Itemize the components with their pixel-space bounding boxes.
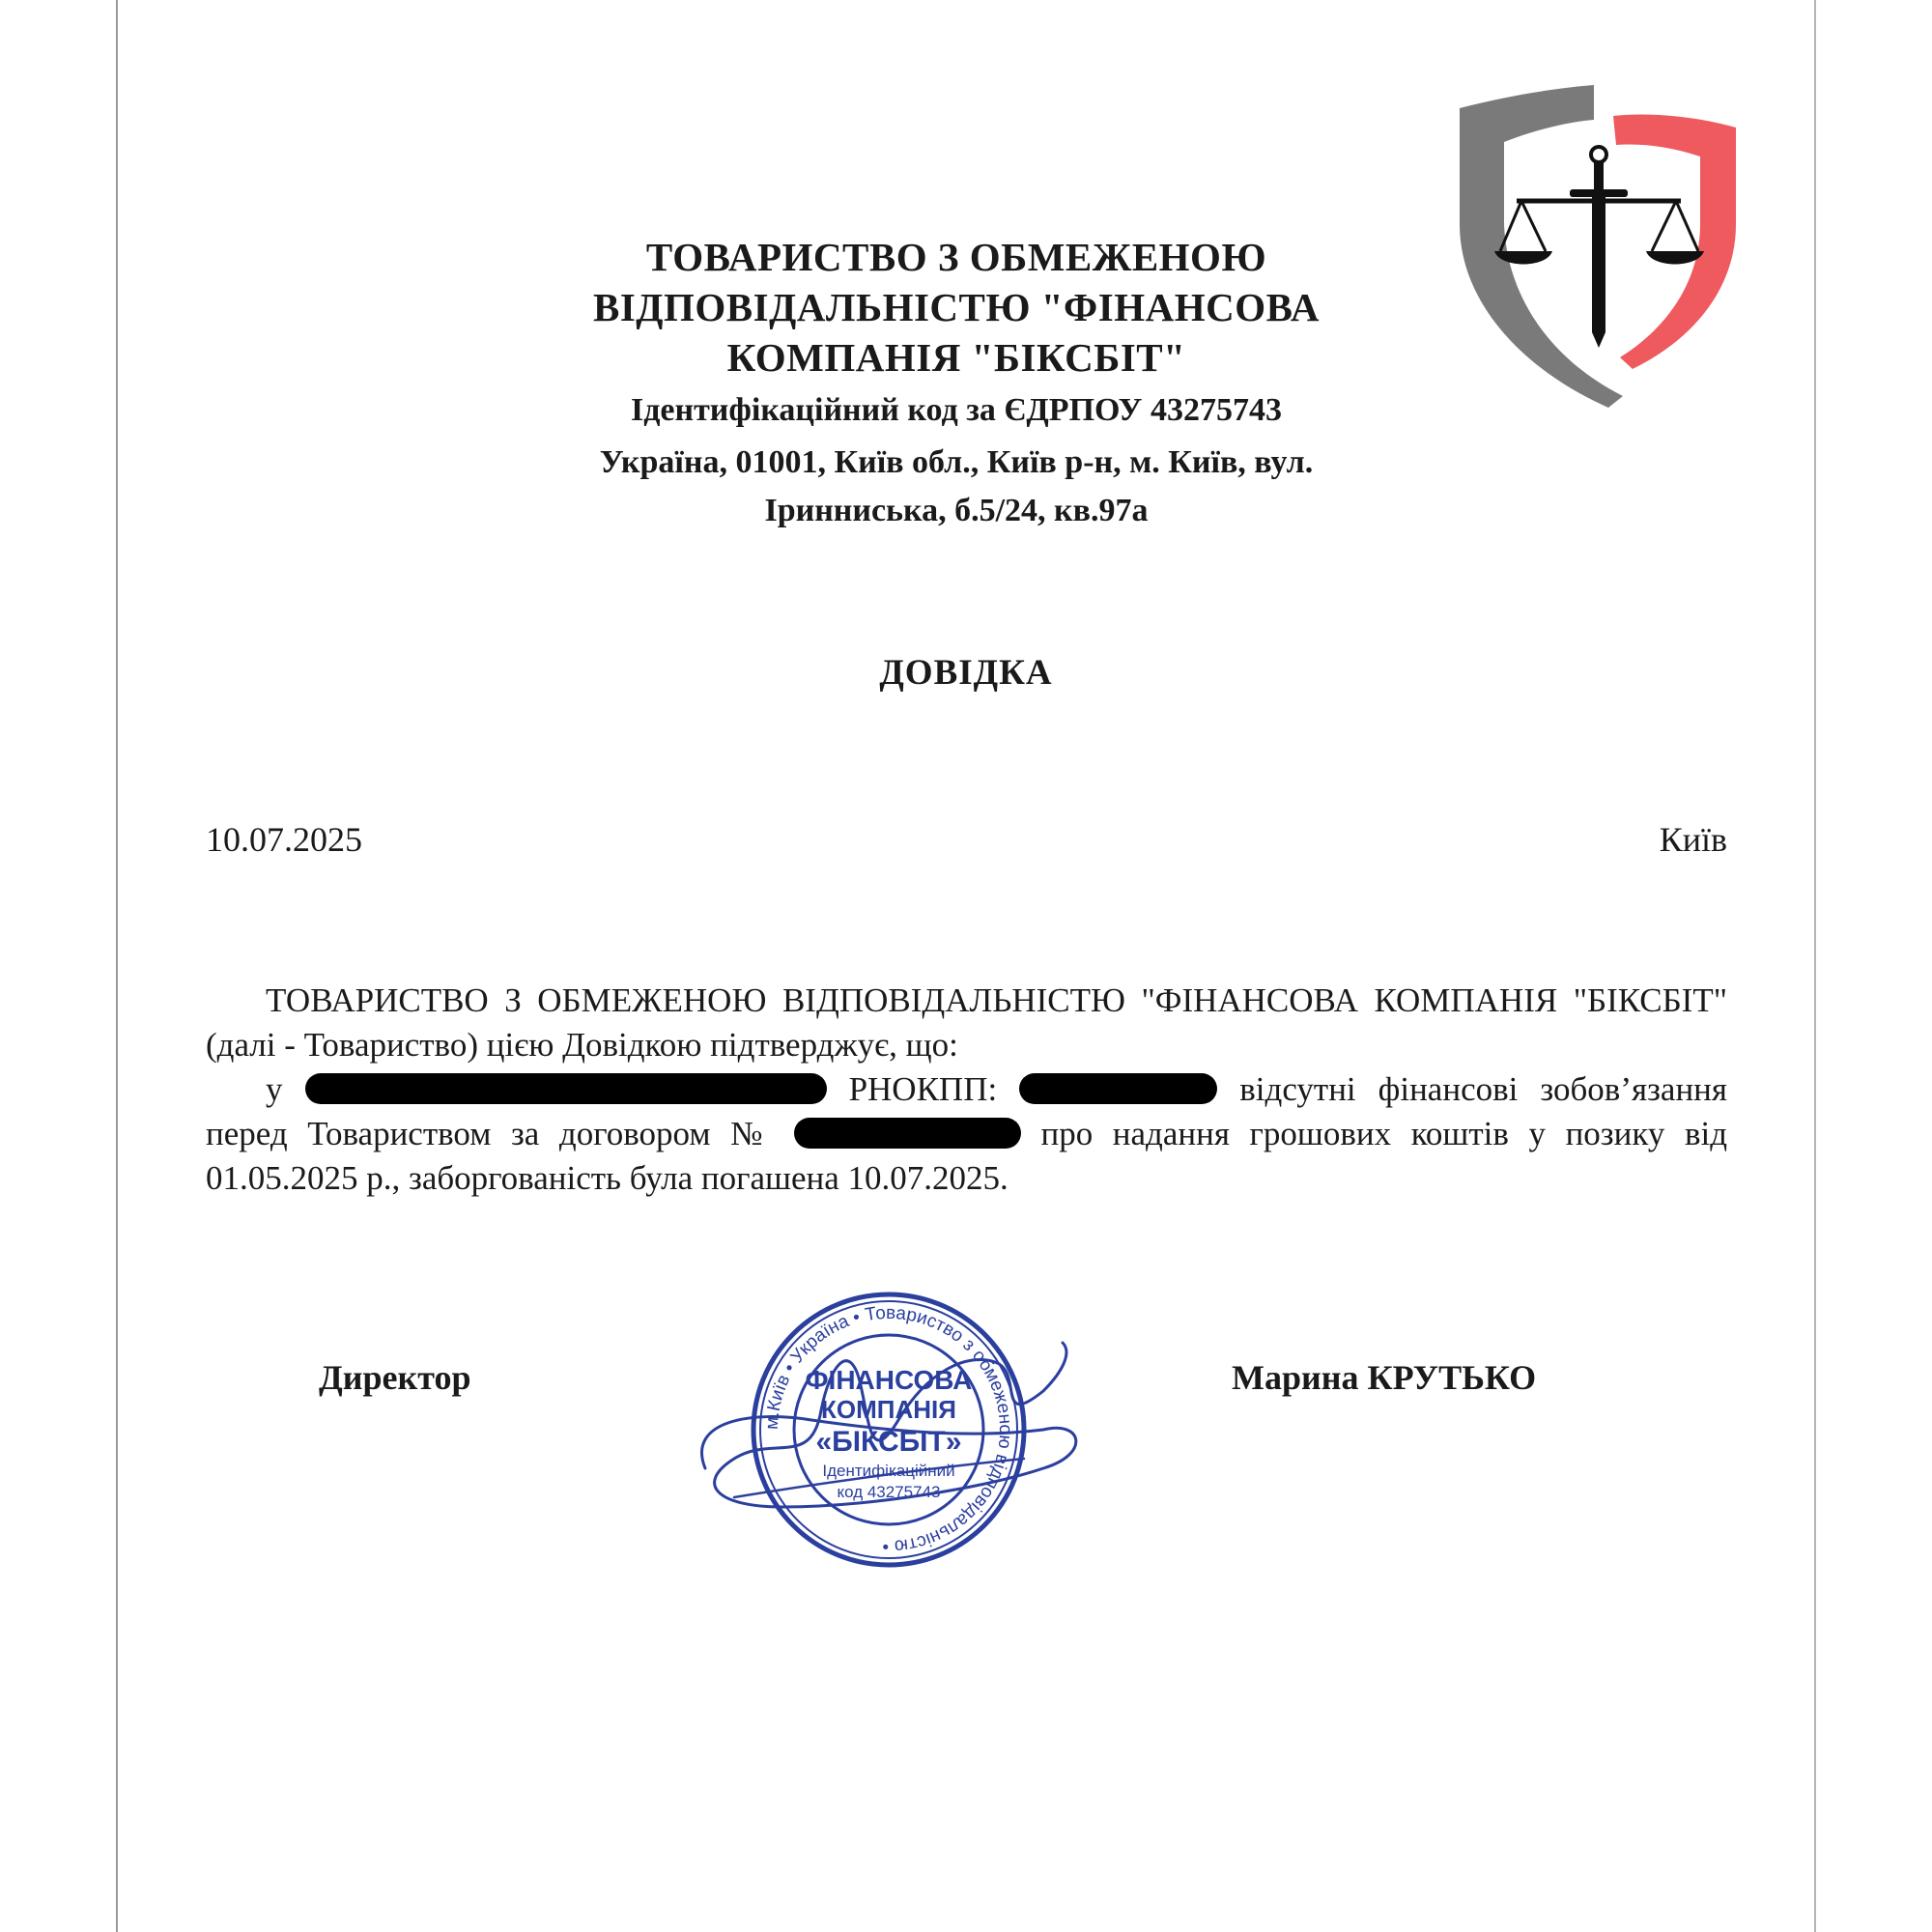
stamp-ring-text: м.Київ • Україна • Товариство з обмеженою відповідальністю • <box>761 1302 1016 1557</box>
p2-after-contract: про надання грошових коштів у позику від 01.05.2025 р., заборгованість була погашена 10.07.2025. <box>206 1115 1728 1197</box>
body-paragraph-2 <box>206 1067 1727 1201</box>
p2-rnokpp: РНОКПП: <box>848 1070 998 1108</box>
body-paragraph-1: ТОВАРИСТВО З ОБМЕЖЕНОЮ ВІДПОВІДАЛЬНІСТЮ "ФІНАНСОВА КОМПАНІЯ "БІКСБІТ" (далі - Товариство) цією Довідкою підтверджує, що: <box>206 981 1727 1064</box>
page-edge-left <box>116 0 118 1932</box>
company-name-line3: КОМПАНІЯ "БІКСБІТ" <box>726 335 1186 380</box>
stamp-line1: ФІНАНСОВА <box>805 1365 973 1395</box>
redacted-name <box>305 1073 827 1104</box>
company-address-line2: Іринниська, б.5/24, кв.97а <box>764 493 1149 528</box>
company-name-line2: ВІДПОВІДАЛЬНІСТЮ "ФІНАНСОВА <box>593 285 1320 329</box>
company-header <box>386 232 1526 535</box>
company-address-line1: Україна, 01001, Київ обл., Київ р-н, м. Київ, вул. <box>599 444 1314 480</box>
document-body <box>206 979 1727 1201</box>
p2-start: у <box>266 1070 283 1108</box>
redacted-rnokpp <box>1019 1073 1217 1104</box>
redacted-contract-number <box>794 1118 1021 1149</box>
stamp-line5: код 43275743 <box>837 1483 941 1501</box>
document-date: 10.07.2025 <box>206 820 362 859</box>
document-city: Київ <box>1659 820 1727 859</box>
stamp-line4: Ідентифікаційний <box>822 1462 955 1480</box>
company-code: Ідентифікаційний код за ЄДРПОУ 43275743 <box>630 392 1283 428</box>
stamp-line2: КОМПАНІЯ <box>821 1395 956 1424</box>
stamp-line3: «БІКСБІТ» <box>815 1426 962 1458</box>
signatory-name: Марина КРУТЬКО <box>1232 1358 1537 1397</box>
signatory-role: Директор <box>319 1358 471 1397</box>
company-name-line1: ТОВАРИСТВО З ОБМЕЖЕНОЮ <box>645 235 1267 279</box>
document-title: ДОВІДКА <box>879 653 1053 693</box>
company-stamp <box>676 1275 1101 1584</box>
p2-after-rnokpp: відсутні фінансові зобов’язання перед Товариством за договором № <box>206 1070 1728 1152</box>
page-edge-right <box>1814 0 1816 1932</box>
